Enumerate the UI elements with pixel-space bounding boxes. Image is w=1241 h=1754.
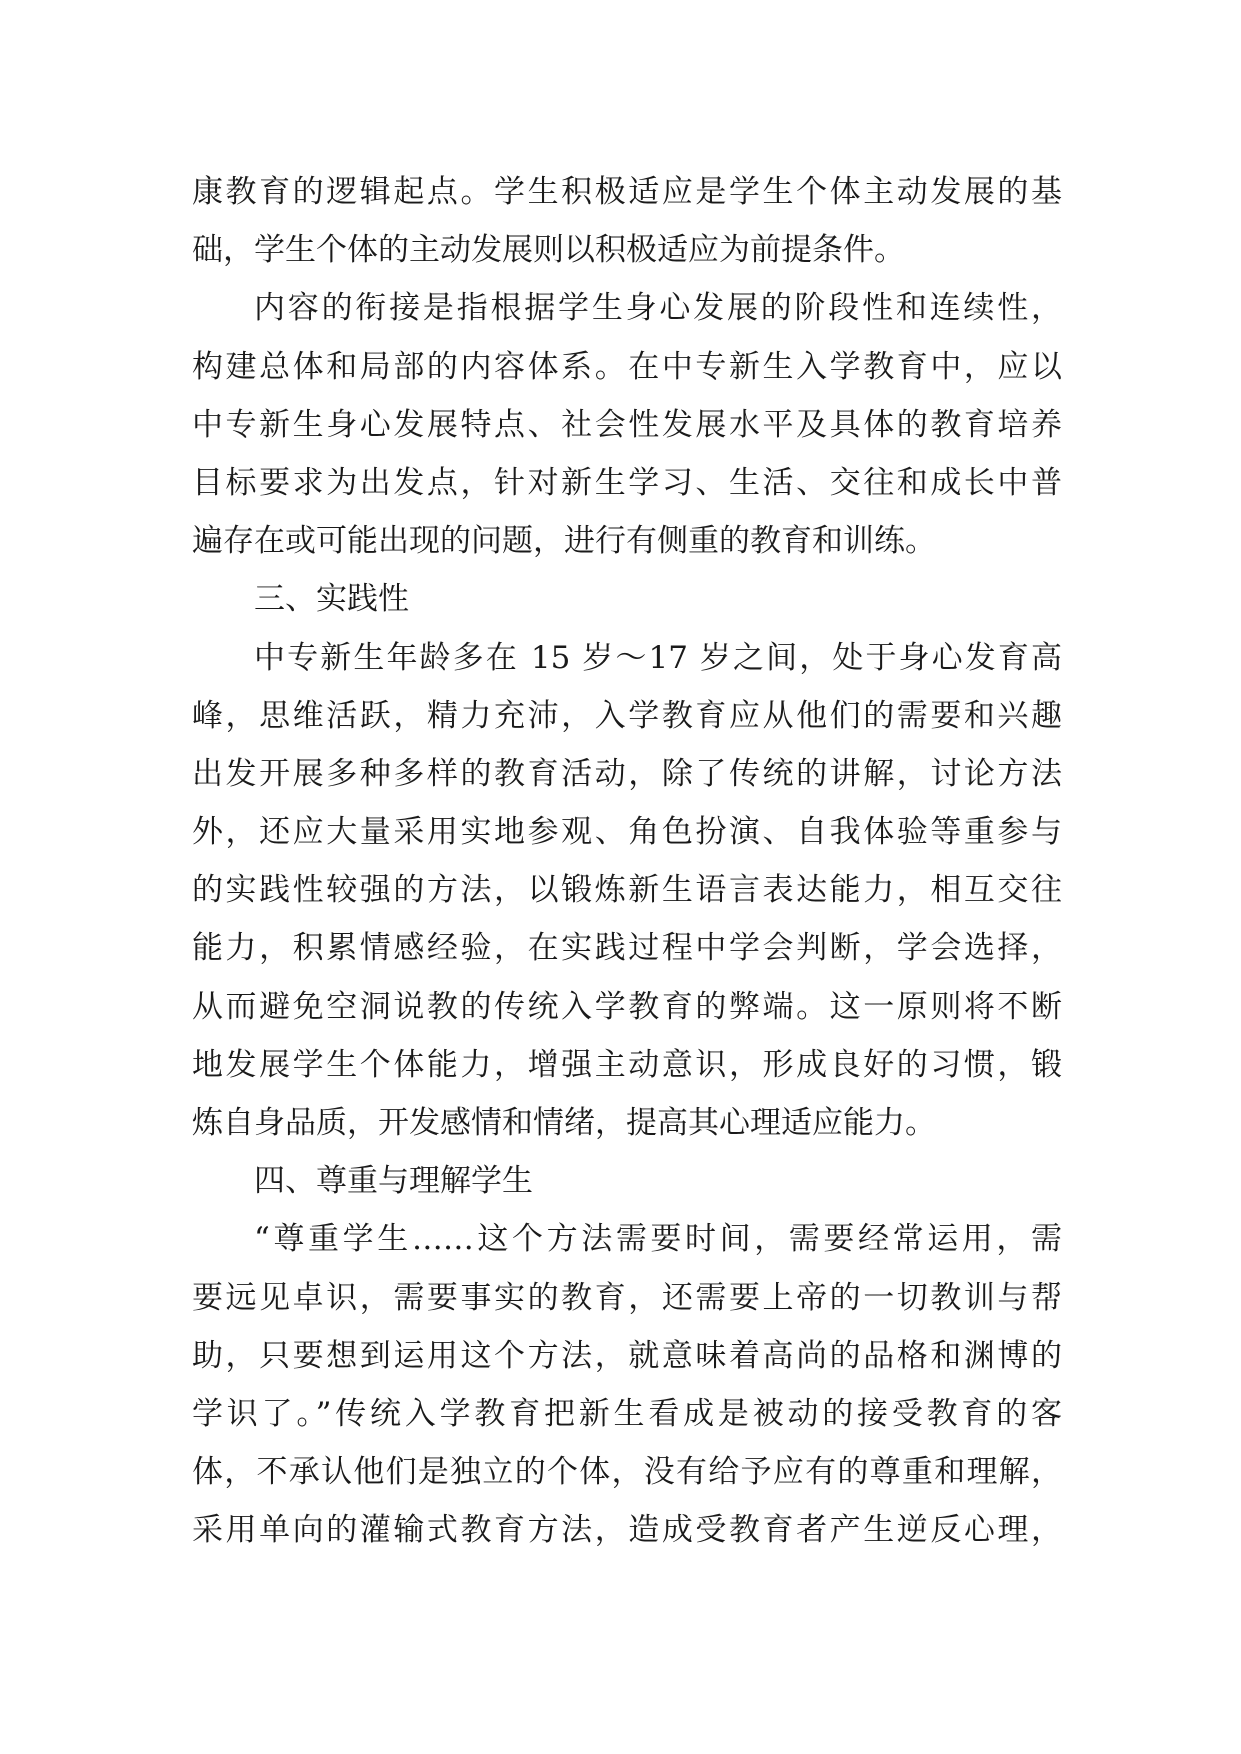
text-line: 的实践性较强的方法，以锻炼新生语言表达能力，相互交往 [192, 872, 1062, 909]
text-line: 采用单向的灌输式教育方法，造成受教育者产生逆反心理， [192, 1512, 1062, 1549]
body-text [192, 163, 1062, 1560]
text-line: 从而避免空洞说教的传统入学教育的弊端。这一原则将不断 [192, 988, 1062, 1025]
text-line: 遍存在或可能出现的问题，进行有侧重的教育和训练。 [192, 523, 936, 560]
text-line: 能力，积累情感经验，在实践过程中学会判断，学会选择， [192, 930, 1062, 967]
text-line: 峰，思维活跃，精力充沛，入学教育应从他们的需要和兴趣 [192, 697, 1062, 734]
text-line: 体，不承认他们是独立的个体，没有给予应有的尊重和理解， [192, 1454, 1062, 1491]
paragraph-first-line: “尊重学生……这个方法需要时间，需要经常运用，需 [254, 1221, 1062, 1258]
paragraph-first-line: 内容的衔接是指根据学生身心发展的阶段性和连续性， [254, 290, 1062, 327]
text-line: 中专新生身心发展特点、社会性发展水平及具体的教育培养 [192, 406, 1062, 443]
text-line: 出发开展多种多样的教育活动，除了传统的讲解，讨论方法 [192, 755, 1062, 792]
paragraph-first-line: 中专新生年龄多在 15 岁～17 岁之间，处于身心发育高 [254, 639, 1062, 676]
text-line: 学识了。”传统入学教育把新生看成是被动的接受教育的客 [192, 1395, 1062, 1432]
text-line: 外，还应大量采用实地参观、角色扮演、自我体验等重参与 [192, 814, 1062, 851]
section-heading: 三、实践性 [254, 581, 409, 618]
text-line: 构建总体和局部的内容体系。在中专新生入学教育中，应以 [192, 348, 1062, 385]
text-line: 助，只要想到运用这个方法，就意味着高尚的品格和渊博的 [192, 1337, 1062, 1374]
text-line: 要远见卓识，需要事实的教育，还需要上帝的一切教训与帮 [192, 1279, 1062, 1316]
text-line: 康教育的逻辑起点。学生积极适应是学生个体主动发展的基 [192, 174, 1062, 210]
section-heading: 四、尊重与理解学生 [254, 1163, 533, 1200]
text-line: 炼自身品质，开发感情和情绪，提高其心理适应能力。 [192, 1105, 936, 1141]
text-line: 础，学生个体的主动发展则以积极适应为前提条件。 [192, 232, 905, 269]
text-line: 目标要求为出发点，针对新生学习、生活、交往和成长中普 [192, 464, 1062, 501]
text-line: 地发展学生个体能力，增强主动意识，形成良好的习惯，锻 [192, 1046, 1062, 1083]
